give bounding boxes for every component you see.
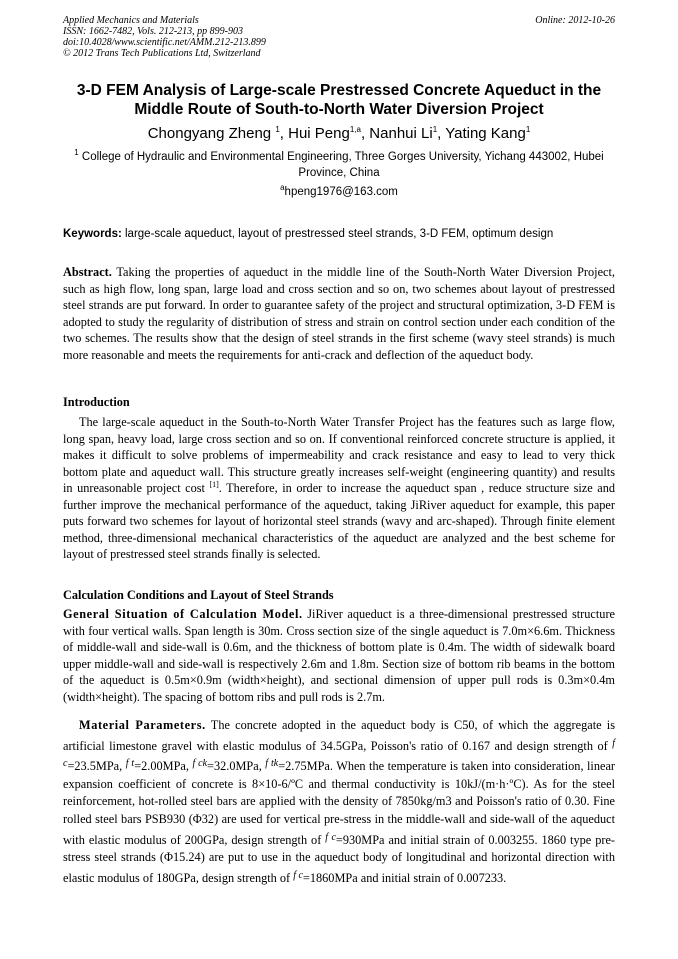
intro-text-a: The large-scale aqueduct in the South-to-North Water Transfer Project has the features such as large flow, long span, heavy load, large cross section and so on. If conventional reinforced concrete structure is applied, it makes it difficult to solve problems of impermeability and crack resistance and easy to lead to very thick bottom plate and aqueduct wall. This structure greatly increases self-weight (engineering quantity) and results in unreasonable project cost	[63, 415, 615, 495]
author-affil-mark: 1	[432, 125, 438, 134]
journal-name: Applied Mechanics and Materials	[63, 15, 199, 26]
online-date: Online: 2012-10-26	[535, 15, 615, 26]
symbol-fc: f c	[325, 831, 336, 843]
keywords-label: Keywords:	[63, 228, 122, 240]
material-parameters-label: Material Parameters.	[79, 718, 206, 732]
author-list: Chongyang Zheng $^1$, Hui Peng$^{1,a}$, Nanhui Li$^1$, Yating Kang$^1$	[147, 125, 531, 142]
affiliation-mark: 1	[74, 148, 79, 158]
affiliation-text: College of Hydraulic and Environmental Engineering, Three Gorges University, Yichang 443002, Hubei Province, China	[81, 151, 604, 179]
email-text[interactable]: hpeng1976@163.com	[284, 186, 398, 198]
author-affil-mark: 1	[275, 125, 280, 134]
material-parameters-paragraph	[63, 717, 615, 887]
citation-ref[interactable]: [1]	[209, 479, 219, 489]
material-text-4: =32.0MPa,	[207, 759, 266, 774]
general-situation-label: General Situation of Calculation Model.	[63, 607, 303, 621]
keywords-text: large-scale aqueduct, layout of prestressed steel strands, 3-D FEM, optimum design	[121, 228, 554, 240]
author-name: Yating Kang	[445, 125, 526, 142]
affiliation	[64, 149, 614, 181]
author-affil-mark: 1,a	[349, 125, 361, 134]
introduction-paragraph	[63, 414, 615, 563]
email-mark: a	[280, 183, 285, 193]
material-text-1: The concrete adopted in the aqueduct body is C50, of which the aggregate is artificial limestone gravel with elastic modulus of 34.5GPa, Poisson's ratio of 0.167 and design strength of	[63, 718, 615, 753]
symbol-fc: f c	[293, 869, 303, 881]
material-text-3: =2.00MPa,	[134, 759, 193, 774]
symbol-ftk: f tk	[265, 758, 279, 770]
author-email	[60, 184, 618, 200]
material-text-2: =23.5MPa,	[67, 759, 126, 774]
author-name: Hui Peng	[288, 125, 350, 142]
keywords	[63, 226, 615, 242]
general-situation-text: JiRiver aqueduct is a three-dimensional prestressed structure with four vertical walls. Span length is 30m. Cross section size of the single aqueduct is 7.0m×6.6m. Thickness of middle-wall and side-wall is 0.6m, and the thickness of bottom plate is 0.4m. The width of sidewalk board upper middle-wall and side-wall is respectively 2.6m and 1.8m. Section size of bottom rib beams in the bottom of the aqueduct is 0.5m×0.9m (width×height), and sectional dimension of upper pull rods is 0.3m×0.4m (width×height). The spacing of bottom ribs and pull rods is 2.7m.	[63, 607, 615, 704]
journal-header	[63, 15, 615, 59]
material-text-6: =930MPa and initial strain of 0.003255. 1860 type pre-stress steel strands (Φ15.24) are put to use in the aqueduct body of longitudinal and horizontal direction with elastic modulus of 180GPa, design strength of	[63, 832, 615, 885]
abstract-text: Taking the properties of aqueduct in the middle line of the South-North Water Diversion Project, such as high flow, long span, large load and cross section and so on, two schemes about layout of prestressed steel strands are put forward. In order to guarantee safety of the project and structural optimization, 3-D FEM is adopted to study the regularity of distribution of stress and strain on control section under each condition of the two schemes. The results show that the design of steel strands in the first scheme (wavy steel strands) is much more reasonable and meets the requirements for anti-crack and deflection of the aqueduct body.	[63, 265, 615, 362]
author-name: Nanhui Li	[369, 125, 433, 142]
author-affil-mark: 1	[525, 125, 531, 134]
copyright-line: © 2012 Trans Tech Publications Ltd, Switzerland	[63, 48, 261, 59]
abstract	[63, 264, 615, 363]
general-situation-paragraph	[63, 606, 615, 705]
material-text-5: =2.75MPa. When the temperature is taken into consideration, linear expansion coefficient of concrete is 8×10-6/ºC and thermal conductivity is 10kJ/(m·h·ºC). As for the steel reinforcement, hot-rolled steel bars are applied with the density of 7850kg/m3 and Poisson's ratio of 0.30. Fine rolled steel bars PSB930 (Φ32) are used for vertical pre-stress in the middle-wall and side-wall of the aqueduct with elastic modulus of 200GPa, design strength of	[63, 759, 615, 847]
intro-text-b: . Therefore, in order to increase the aqueduct span , reduce structure size and further improve the mechanical performance of the aqueduct, taking JiRiver aqueduct for example, this paper puts forward two schemes for layout of horizontal steel strands (wavy and arc-shaped). Through finite element method, three-dimensional mechanical characteristics of the aqueduct are analyzed and the best scheme for layout of prestressed steel strands finally is selected.	[63, 481, 615, 561]
paper-title: 3-D FEM Analysis of Large-scale Prestressed Concrete Aqueduct in the Middle Route of South-to-North Water Diversion Project	[76, 82, 602, 118]
section-heading-calculation: Calculation Conditions and Layout of Steel Strands	[63, 588, 334, 602]
abstract-label: Abstract.	[63, 265, 112, 279]
author-name: Chongyang Zheng	[147, 125, 272, 142]
symbol-fck: f ck	[192, 758, 208, 770]
symbol-ft: f t	[125, 758, 135, 770]
symbol-fc: f c	[63, 737, 615, 770]
material-text-7: =1860MPa and initial strain of 0.007233.	[302, 870, 507, 885]
doi-line: doi:10.4028/www.scientific.net/AMM.212-213.899	[63, 37, 266, 48]
issn-line: ISSN: 1662-7482, Vols. 212-213, pp 899-903	[63, 26, 243, 37]
section-heading-introduction: Introduction	[63, 395, 130, 409]
